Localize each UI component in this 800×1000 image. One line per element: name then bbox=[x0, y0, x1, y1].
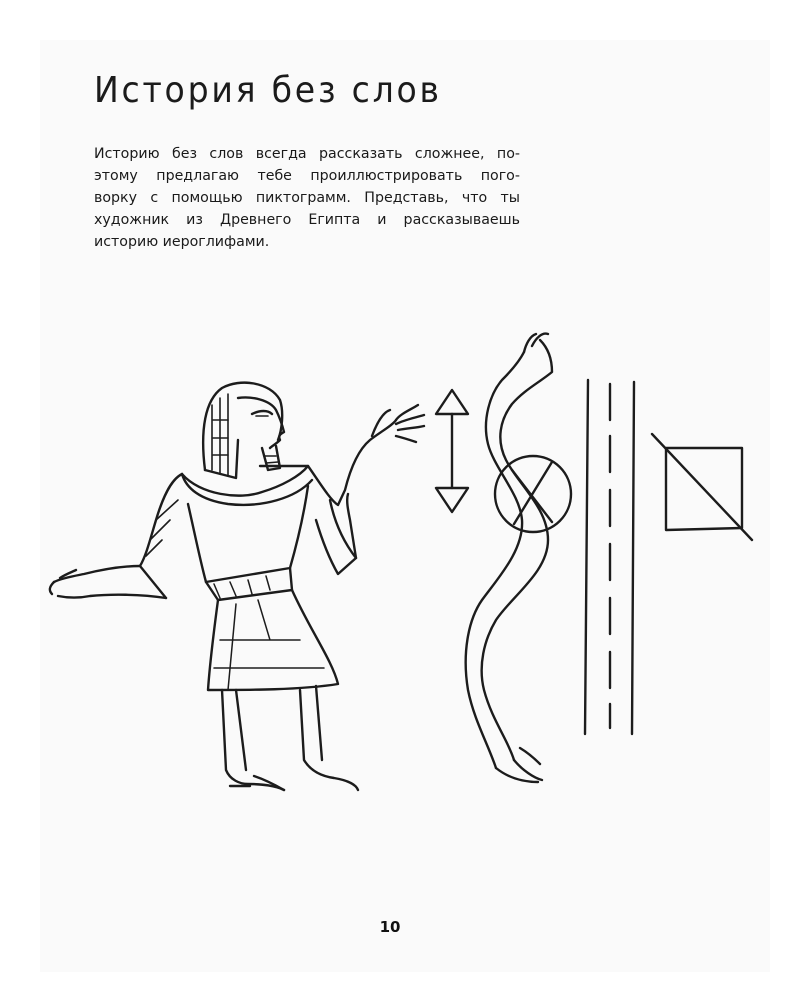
up-down-arrow-glyph bbox=[436, 390, 468, 512]
intro-line-5: историю иероглифами. bbox=[94, 234, 270, 250]
egyptian-man-figure bbox=[50, 383, 424, 790]
intro-line-2: этому предлагаю тебе проиллюстрировать пого- bbox=[94, 168, 520, 184]
crossed-square-glyph bbox=[652, 434, 752, 540]
serpent-ribbon-glyph bbox=[466, 334, 571, 782]
page-title: История без слов bbox=[94, 70, 442, 111]
page-number: 10 bbox=[379, 918, 401, 936]
intro-line-3: ворку с помощью пиктограмм. Представь, что ты bbox=[94, 190, 520, 206]
intro-line-1: Историю без слов всегда рассказать сложнее, по- bbox=[94, 146, 520, 162]
road-glyph bbox=[585, 380, 634, 734]
intro-line-4: художник из Древнего Египта и рассказываешь bbox=[94, 212, 520, 228]
